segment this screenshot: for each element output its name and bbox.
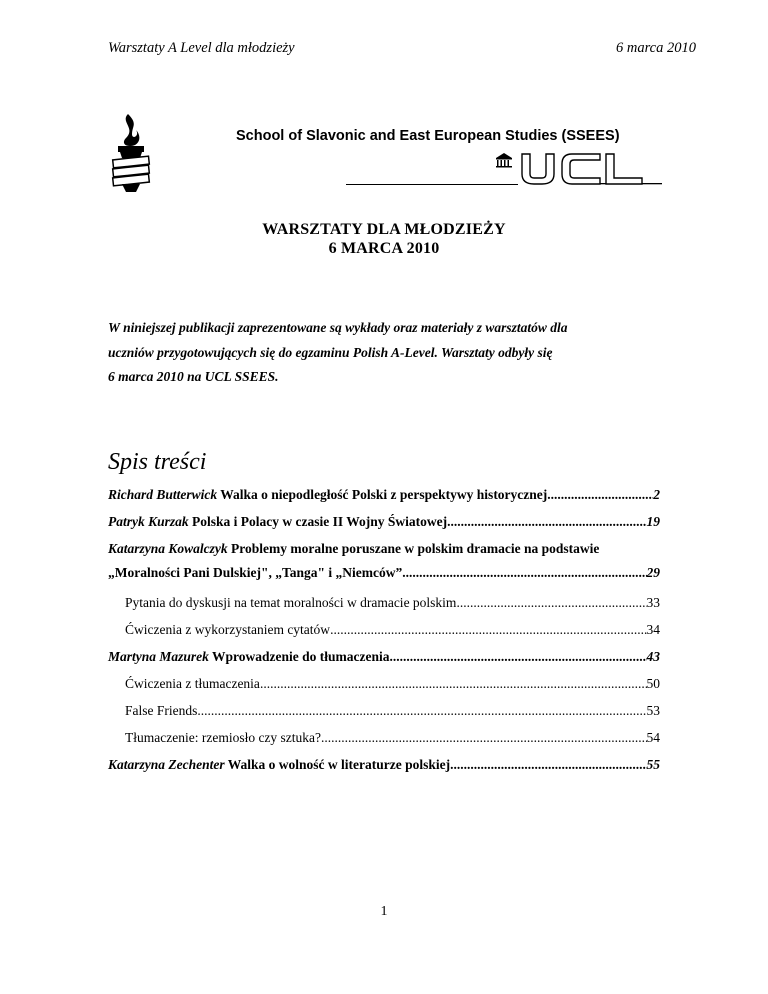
ssees-torch-logo [110, 112, 152, 194]
toc-entry-title: Ćwiczenia z wykorzystaniem cytatów [125, 622, 331, 637]
toc-entry[interactable] [108, 514, 660, 536]
toc-subentry[interactable] [108, 676, 660, 698]
intro-line: W niniejszej publikacji zaprezentowane są wykłady oraz materiały z warsztatów dla [108, 320, 568, 335]
toc-leader-dots [260, 676, 647, 692]
toc-leader-dots [456, 595, 646, 611]
toc-entry-page: 19 [646, 514, 660, 529]
intro-line: 6 marca 2010 na UCL SSEES. [108, 369, 279, 384]
toc-entry-author: Martyna Mazurek [108, 649, 209, 664]
toc-entry-title-line1: Problemy moralne poruszane w polskim dramacie na podstawie [231, 541, 600, 556]
toc-entry[interactable] [108, 649, 660, 671]
toc-entry-page: 50 [646, 676, 660, 691]
toc-leader-dots [330, 622, 646, 638]
toc-entry-author: Patryk Kurzak [108, 514, 189, 529]
ucl-logo [492, 150, 664, 188]
toc-leader-dots [390, 649, 647, 665]
toc-entry-author: Katarzyna Kowalczyk [108, 541, 228, 556]
document-title-line2: 6 MARCA 2010 [328, 240, 440, 257]
toc-leader-dots [402, 565, 646, 581]
intro-line: uczniów przygotowujących się do egzaminu Polish A-Level. Warsztaty odbyły się [108, 344, 553, 360]
toc-entry-author: Katarzyna Zechenter [108, 757, 225, 772]
toc-entry-author: Richard Butterwick [108, 487, 218, 502]
page-number: 1 [380, 904, 388, 919]
toc-entry-page: 2 [653, 487, 660, 502]
toc-leader-dots [321, 730, 646, 746]
toc-entry-title: Walka o niepodległość Polski z perspektywy historycznej [220, 487, 548, 502]
toc-entry[interactable] [108, 541, 660, 590]
intro-paragraph [108, 316, 688, 390]
toc-entry-title: „Moralności Pani Dulskiej", „Tanga" i „Niemców” [108, 565, 403, 580]
running-header-right: 6 marca 2010 [615, 40, 696, 56]
toc-entry-title: Pytania do dyskusji na temat moralności w dramacie polskim [125, 595, 457, 610]
document-title-line1: WARSZTATY DLA MŁODZIEŻY [262, 221, 506, 238]
toc-entry-title: Tłumaczenie: rzemiosło czy sztuka? [125, 730, 322, 745]
running-header-left: Warsztaty A Level dla młodzieży [108, 40, 295, 56]
toc-leader-dots [197, 703, 646, 719]
toc-entry-title: Wprowadzenie do tłumaczenia [212, 649, 390, 664]
toc-heading: Spis treści [108, 449, 207, 475]
toc-entry-page: 29 [646, 565, 660, 580]
toc-entry-page: 53 [646, 703, 660, 718]
toc-entry[interactable] [108, 757, 660, 779]
toc-entry-title: Polska i Polacy w czasie II Wojny Światowej [192, 514, 448, 529]
toc-subentry[interactable] [108, 730, 660, 752]
toc-leader-dots [447, 514, 646, 530]
toc-leader-dots [547, 487, 653, 503]
toc-entry-title: Walka o wolność w literaturze polskiej [227, 757, 451, 772]
toc-entry-page: 43 [646, 649, 660, 664]
toc-entry-page: 34 [646, 622, 660, 637]
toc-leader-dots [450, 757, 646, 773]
toc-subentry[interactable] [108, 595, 660, 617]
toc-subentry[interactable] [108, 703, 660, 725]
toc-entry-page: 33 [646, 595, 660, 610]
toc-entry-page: 55 [646, 757, 660, 772]
toc-entry-page: 54 [646, 730, 660, 745]
toc-subentry[interactable] [108, 622, 660, 644]
toc-entry-title: False Friends [125, 703, 198, 718]
toc-entry-title: Ćwiczenia z tłumaczenia [125, 676, 260, 691]
toc-entry[interactable] [108, 487, 660, 509]
school-name: School of Slavonic and East European Studies (SSEES) [236, 128, 620, 144]
